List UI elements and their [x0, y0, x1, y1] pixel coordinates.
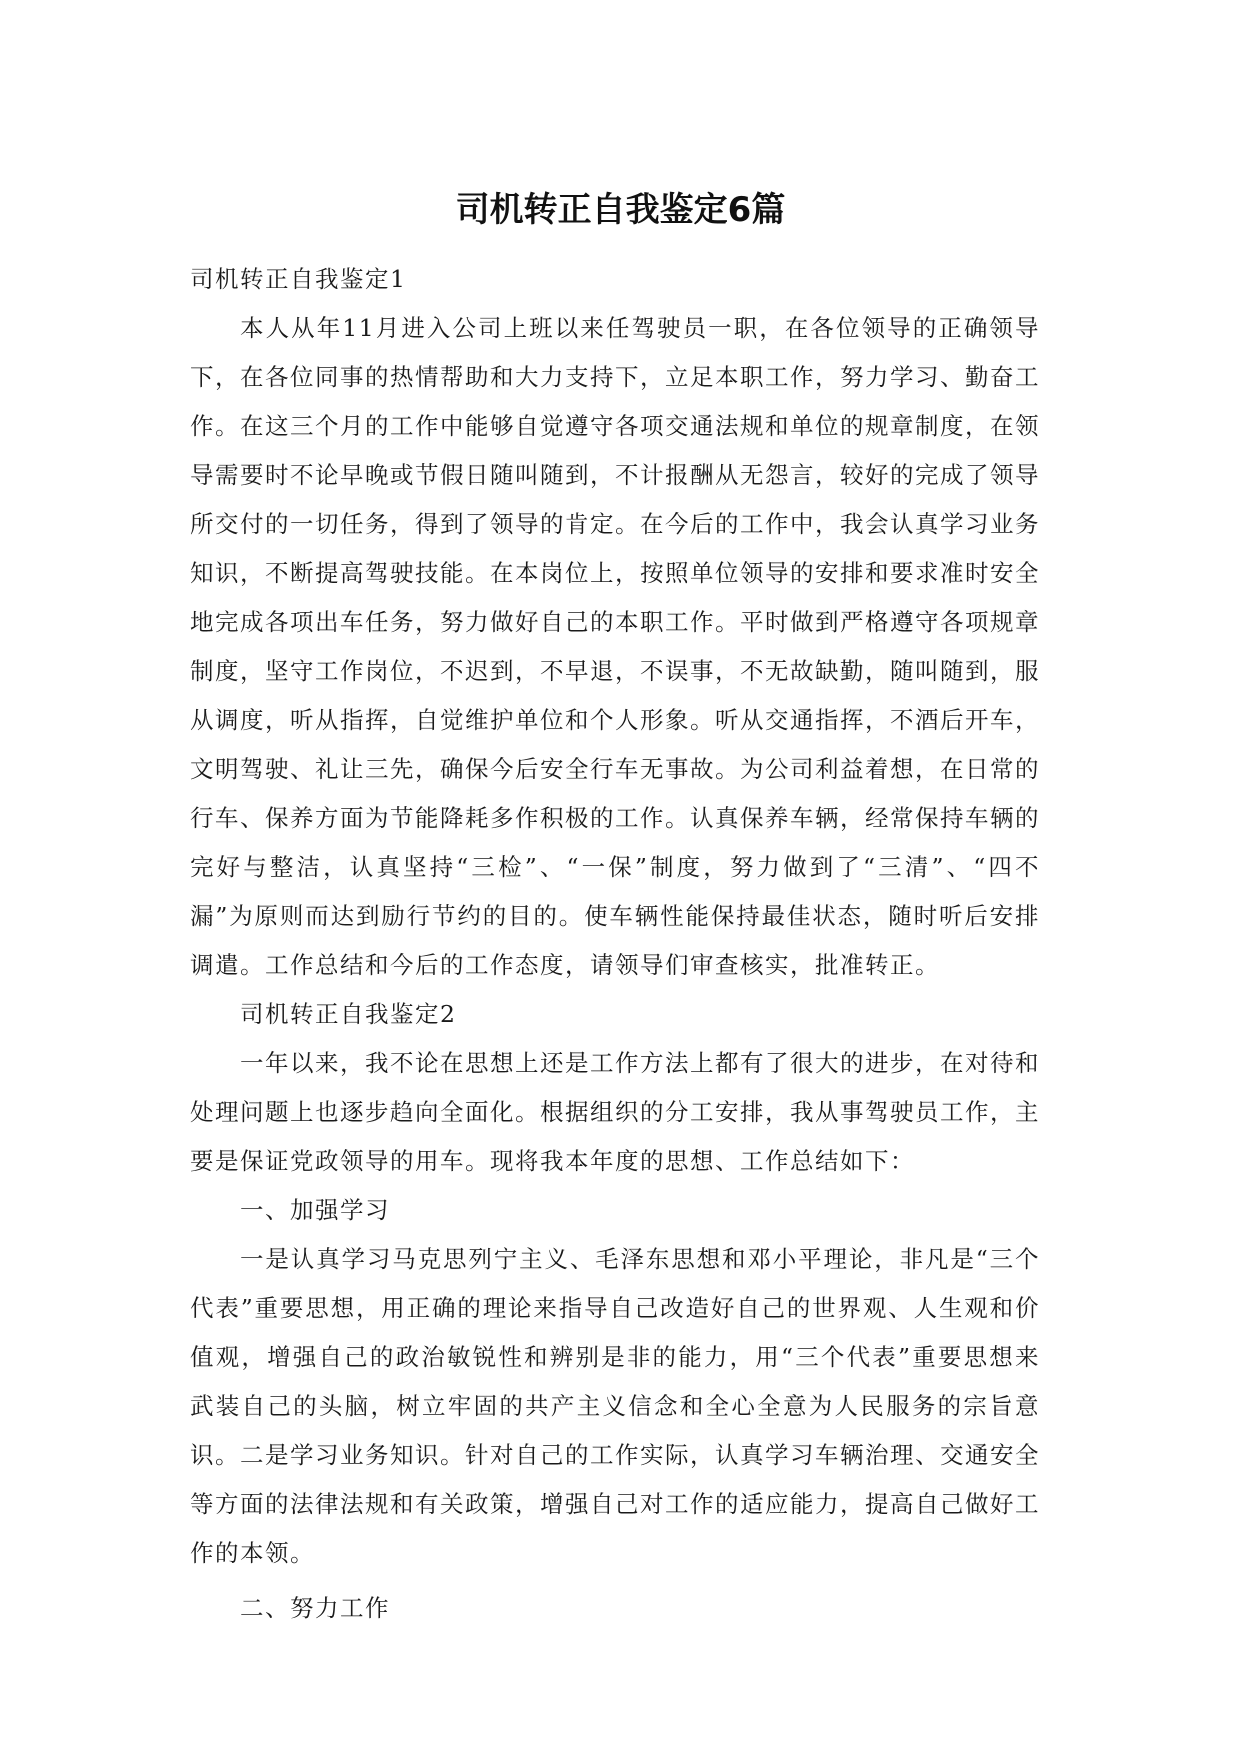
- section-heading-2: 司机转正自我鉴定2: [240, 1000, 457, 1028]
- document-body: [190, 255, 1040, 1633]
- subheading: 一、加强学习: [240, 1196, 390, 1224]
- paragraph: 本人从年11月进入公司上班以来任驾驶员一职，在各位领导的正确领导下，在各位同事的热情帮助和大力支持下，立足本职工作，努力学习、勤奋工作。在这三个月的工作中能够自觉遵守各项交通法规和单位的规章制度，在领导需要时不论早晚或节假日随叫随到，不计报酬从无怨言，较好的完成了领导所交付的一切任务，得到了领导的肯定。在今后的工作中，我会认真学习业务知识，不断提高驾驶技能。在本岗位上，按照单位领导的安排和要求准时安全地完成各项出车任务，努力做好自己的本职工作。平时做到严格遵守各项规章制度，坚守工作岗位，不迟到，不早退，不误事，不无故缺勤，随叫随到，服从调度，听从指挥，自觉维护单位和个人形象。听从交通指挥，不酒后开车，文明驾驶、礼让三先，确保今后安全行车无事故。为公司利益着想，在日常的行车、保养方面为节能降耗多作积极的工作。认真保养车辆，经常保持车辆的完好与整洁，认真坚持“三检”、“一保”制度，努力做到了“三清”、“四不漏”为原则而达到励行节约的目的。使车辆性能保持最佳状态，随时听后安排调遣。工作总结和今后的工作态度，请领导们审查核实，批准转正。: [190, 314, 1040, 979]
- paragraph: 一年以来，我不论在思想上还是工作方法上都有了很大的进步，在对待和处理问题上也逐步趋向全面化。根据组织的分工安排，我从事驾驶员工作，主要是保证党政领导的用车。现将我本年度的思想、工作总结如下：: [190, 1049, 1040, 1175]
- paragraph: 一是认真学习马克思列宁主义、毛泽东思想和邓小平理论，非凡是“三个代表”重要思想，用正确的理论来指导自己改造好自己的世界观、人生观和价值观，增强自己的政治敏锐性和辨别是非的能力，用“三个代表”重要思想来武装自己的头脑，树立牢固的共产主义信念和全心全意为人民服务的宗旨意识。二是学习业务知识。针对自己的工作实际，认真学习车辆治理、交通安全等方面的法律法规和有关政策，增强自己对工作的适应能力，提高自己做好工作的本领。: [190, 1245, 1040, 1567]
- subheading: 二、努力工作: [240, 1594, 390, 1622]
- document-title: 司机转正自我鉴定6篇: [455, 190, 786, 230]
- section-heading-1: 司机转正自我鉴定1: [190, 265, 407, 293]
